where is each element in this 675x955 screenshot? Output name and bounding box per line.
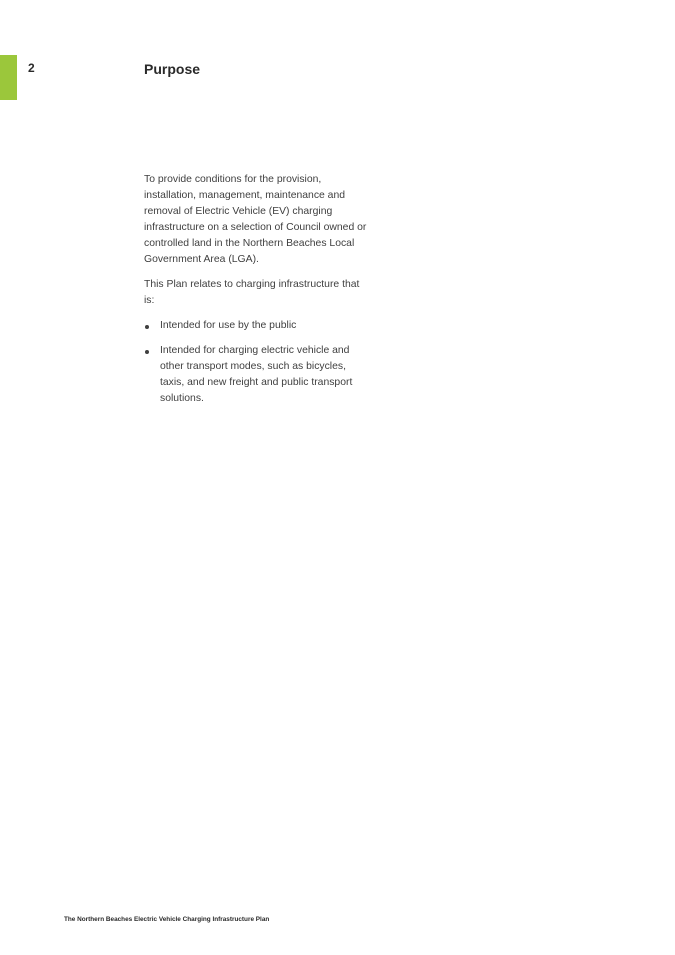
bullet-text: Intended for use by the public [160, 320, 297, 331]
bullet-list [144, 318, 369, 407]
bullet-icon [145, 350, 149, 354]
page-number: 2 [28, 61, 35, 75]
body-content [144, 172, 369, 416]
list-item [144, 343, 369, 407]
bullet-icon [145, 325, 149, 329]
section-title: Purpose [144, 61, 201, 77]
relates-paragraph: This Plan relates to charging infrastructure that is: [144, 279, 360, 306]
intro-paragraph: To provide conditions for the provision, installation, management, maintenance and removal of Electric Vehicle (EV) charging infrastructure on a selection of Council owned or controlled land in the Northern Beaches Local Government Area (LGA). [144, 174, 367, 265]
page-accent-bar [0, 55, 17, 100]
bullet-text: Intended for charging electric vehicle and other transport modes, such as bicycles, taxis, and new freight and public transport solutions. [160, 345, 353, 404]
footer-document-title: The Northern Beaches Electric Vehicle Charging Infrastructure Plan [64, 916, 270, 923]
list-item [144, 318, 369, 334]
